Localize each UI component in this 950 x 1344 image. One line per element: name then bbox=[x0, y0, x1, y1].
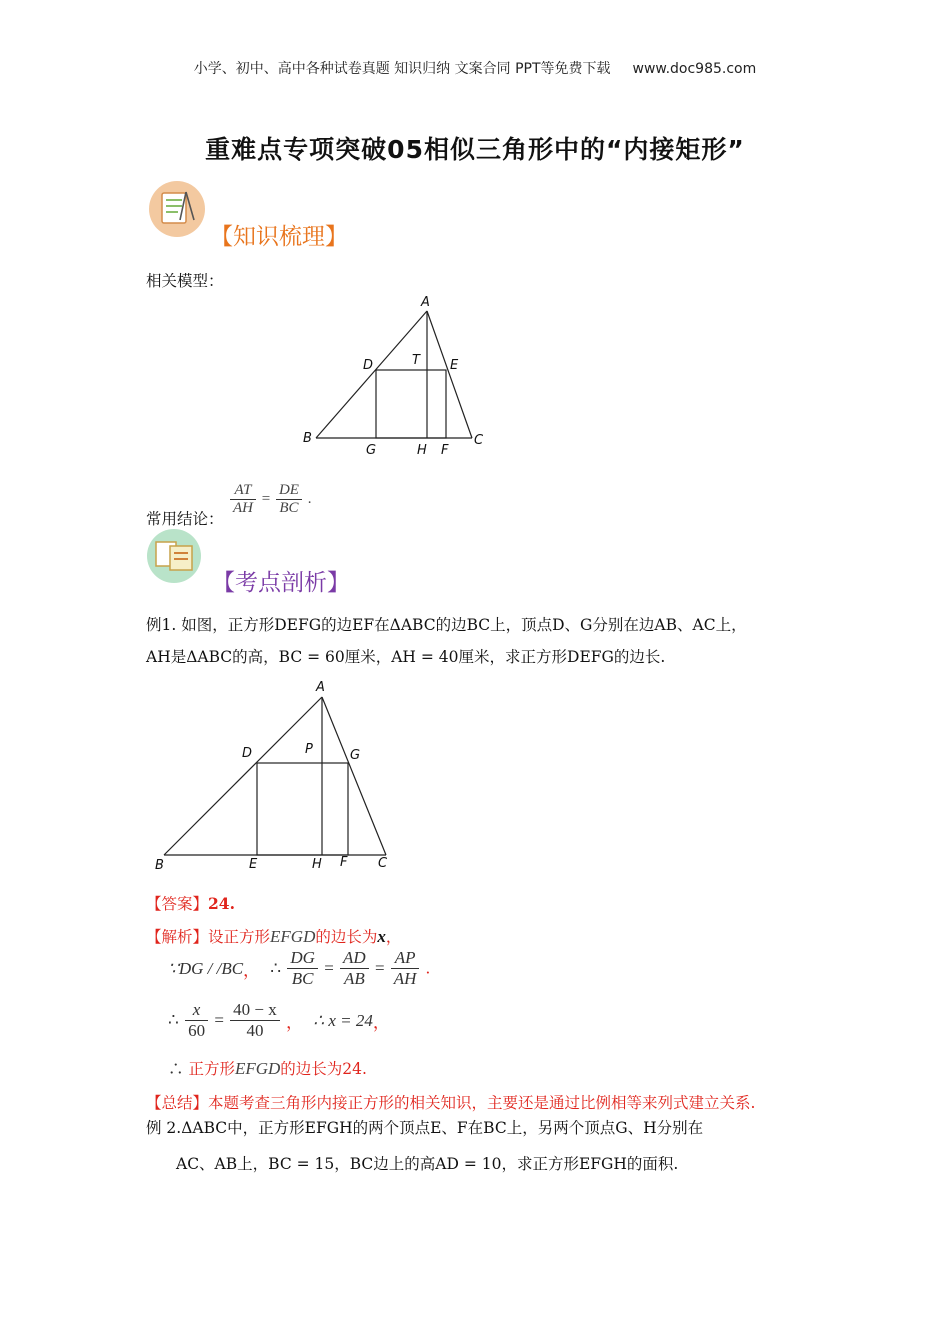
figure-model bbox=[295, 290, 495, 460]
fig1-label-f: F bbox=[441, 443, 449, 458]
analysis-label: 【解析】 bbox=[146, 928, 209, 946]
page-header bbox=[0, 58, 950, 78]
fig1-label-a: A bbox=[421, 295, 430, 310]
analysis-step-ratio: ∵DG / /BC， ∴ $\frac{DG}{BC}$ = $\frac{AD}{AB}$ = $\frac{AP}{AH}$ . bbox=[168, 948, 430, 988]
example2-line2: AC、AB上，BC = 15，BC边上的高AD = 10，求正方形EFGH的面积. bbox=[176, 1155, 679, 1173]
example1-line2: AH是ΔABC的高，BC = 60厘米，AH = 40厘米，求正方形DEFG的边长. bbox=[146, 648, 666, 666]
fig1-side-ab bbox=[316, 311, 427, 438]
section-knowledge-heading: 【知识梳理】 bbox=[210, 224, 348, 250]
fig2-label-d: D bbox=[242, 746, 253, 761]
fig1-label-d: D bbox=[363, 358, 374, 373]
fig2-label-c: C bbox=[378, 856, 388, 871]
answer-label: 【答案】 bbox=[146, 895, 209, 913]
fig1-label-b: B bbox=[303, 431, 312, 446]
fig1-rectangle-degf bbox=[376, 370, 446, 438]
conclusion-label: 常用结论： bbox=[146, 510, 224, 528]
answer-row bbox=[146, 896, 235, 913]
fig2-label-h: H bbox=[312, 857, 322, 872]
analysis-conclusion: ∴ 正方形EFGD的边长为24. bbox=[168, 1059, 367, 1078]
fig1-label-t: T bbox=[412, 353, 420, 368]
fig2-label-a: A bbox=[316, 680, 325, 695]
summary-row bbox=[146, 1096, 755, 1112]
fig1-label-h: H bbox=[417, 443, 427, 458]
fig2-square-defg bbox=[257, 763, 348, 855]
fig2-label-b: B bbox=[155, 858, 164, 873]
fig2-label-f: F bbox=[340, 855, 348, 870]
header-text: 小学、初中、高中各种试卷真题 知识归纳 文案合同 PPT等免费下载 bbox=[193, 61, 611, 77]
fig1-side-ac bbox=[427, 311, 472, 438]
conclusion-formula: $\frac{AT}{AH}$ = $\frac{DE}{BC}$ . bbox=[228, 482, 311, 517]
fig2-label-p: P bbox=[305, 742, 313, 757]
fig1-label-c: C bbox=[474, 433, 484, 448]
example1-line1: 例1. 如图，正方形DEFG的边EF在ΔABC的边BC上，顶点D、G分别在边AB、AC上， bbox=[146, 616, 747, 634]
fig2-side-ab bbox=[164, 697, 322, 855]
fig1-label-e: E bbox=[450, 358, 459, 373]
answer-value: 24. bbox=[208, 894, 235, 913]
model-label: 相关模型： bbox=[146, 272, 224, 290]
analysis-icon bbox=[146, 528, 202, 584]
section-analysis-heading: 【考点剖析】 bbox=[212, 570, 350, 596]
summary-text: 本题考查三角形内接正方形的相关知识，主要还是通过比例相等来列式建立关系. bbox=[208, 1094, 756, 1112]
fig1-label-g: G bbox=[366, 443, 377, 458]
page-title: 重难点专项突破05相似三角形中的“内接矩形” bbox=[205, 135, 745, 164]
fig2-side-ac bbox=[322, 697, 386, 855]
analysis-step-equation: ∴ $\frac{x}{60}$ = $\frac{40 - x}{40}$ ， ∴ x = 24， bbox=[168, 1000, 390, 1040]
fig2-label-g: G bbox=[350, 748, 361, 763]
analysis-row: 【解析】设正方形EFGD的边长为x， bbox=[146, 927, 402, 946]
header-site[interactable]: www.doc985.com bbox=[632, 61, 757, 77]
knowledge-icon bbox=[148, 180, 206, 238]
summary-label: 【总结】 bbox=[146, 1094, 209, 1112]
fig2-label-e: E bbox=[249, 857, 258, 872]
figure-example1 bbox=[150, 675, 400, 875]
example2-line1: 例 2.ΔABC中，正方形EFGH的两个顶点E、F在BC上，另两个顶点G、H分别在 bbox=[146, 1119, 704, 1137]
